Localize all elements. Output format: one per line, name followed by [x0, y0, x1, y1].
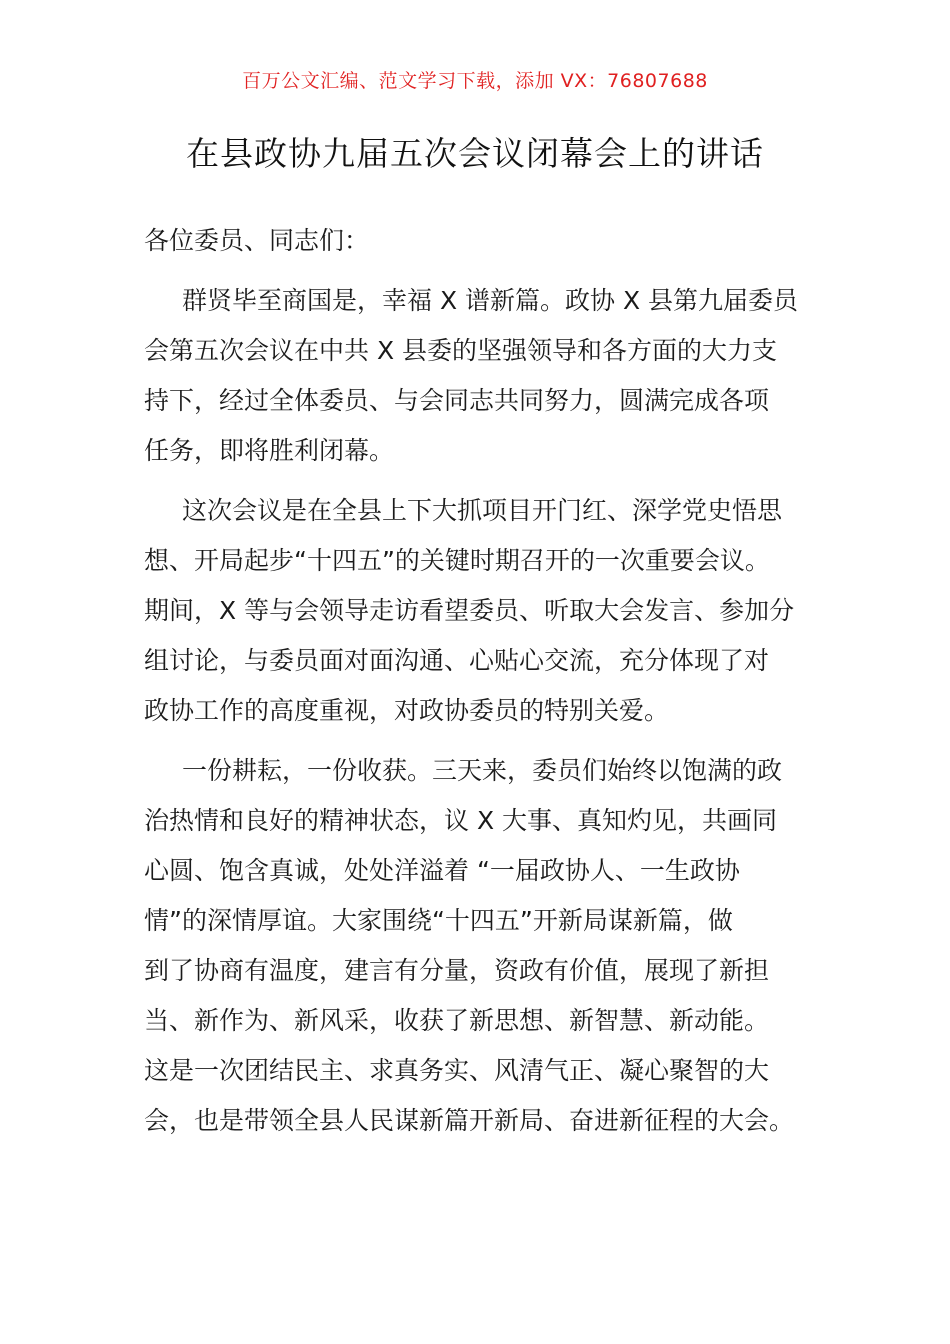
document-body — [144, 216, 806, 1146]
paragraph-line: 一份耕耘，一份收获。三天来，委员们始终以饱满的政 — [182, 756, 783, 785]
document-title: 在县政协九届五次会议闭幕会上的讲话 — [186, 134, 764, 173]
paragraph-1 — [144, 276, 806, 476]
paragraph-line: 当、新作为、新风采，收获了新思想、新智慧、新动能。 — [144, 1006, 770, 1035]
paragraph-spacer — [144, 266, 806, 276]
paragraph-line: 期间，X 等与会领导走访看望委员、听取大会发言、参加分 — [144, 596, 795, 625]
paragraph-line: 心圆、饱含真诚，处处洋溢着 “一届政协人、一生政协 — [144, 856, 740, 885]
paragraph-line: 会第五次会议在中共 X 县委的坚强领导和各方面的大力支 — [144, 336, 778, 365]
paragraph-3 — [144, 746, 806, 1146]
download-notice: 百万公文汇编、范文学习下载，添加 VX：76807688 — [242, 70, 708, 92]
salutation: 各位委员、同志们： — [144, 226, 370, 255]
paragraph-line: 治热情和良好的精神状态，议 X 大事、真知灼见，共画同 — [144, 806, 778, 835]
paragraph-line: 到了协商有温度，建言有分量，资政有价值，展现了新担 — [144, 956, 770, 985]
paragraph-line: 持下，经过全体委员、与会同志共同努力，圆满完成各项 — [144, 386, 770, 415]
paragraph-2 — [144, 486, 806, 736]
paragraph-line: 群贤毕至商国是，幸福 X 谱新篇。政协 X 县第九届委员 — [182, 286, 799, 315]
paragraph-line: 想、开局起步“十四五”的关键时期召开的一次重要会议。 — [144, 546, 770, 575]
paragraph-line: 任务，即将胜利闭幕。 — [144, 436, 395, 465]
paragraph-line: 政协工作的高度重视，对政协委员的特别关爱。 — [144, 696, 670, 725]
paragraph-line: 组讨论，与委员面对面沟通、心贴心交流，充分体现了对 — [144, 646, 770, 675]
paragraph-spacer — [144, 476, 806, 486]
paragraph-line: 这是一次团结民主、求真务实、风清气正、凝心聚智的大 — [144, 1056, 770, 1085]
paragraph-line: 这次会议是在全县上下大抓项目开门红、深学党史悟思 — [182, 496, 783, 525]
paragraph-spacer — [144, 736, 806, 746]
paragraph-line: 会，也是带领全县人民谋新篇开新局、奋进新征程的大会。 — [144, 1106, 795, 1135]
paragraph-line: 情”的深情厚谊。大家围绕“十四五”开新局谋新篇，做 — [144, 906, 733, 935]
